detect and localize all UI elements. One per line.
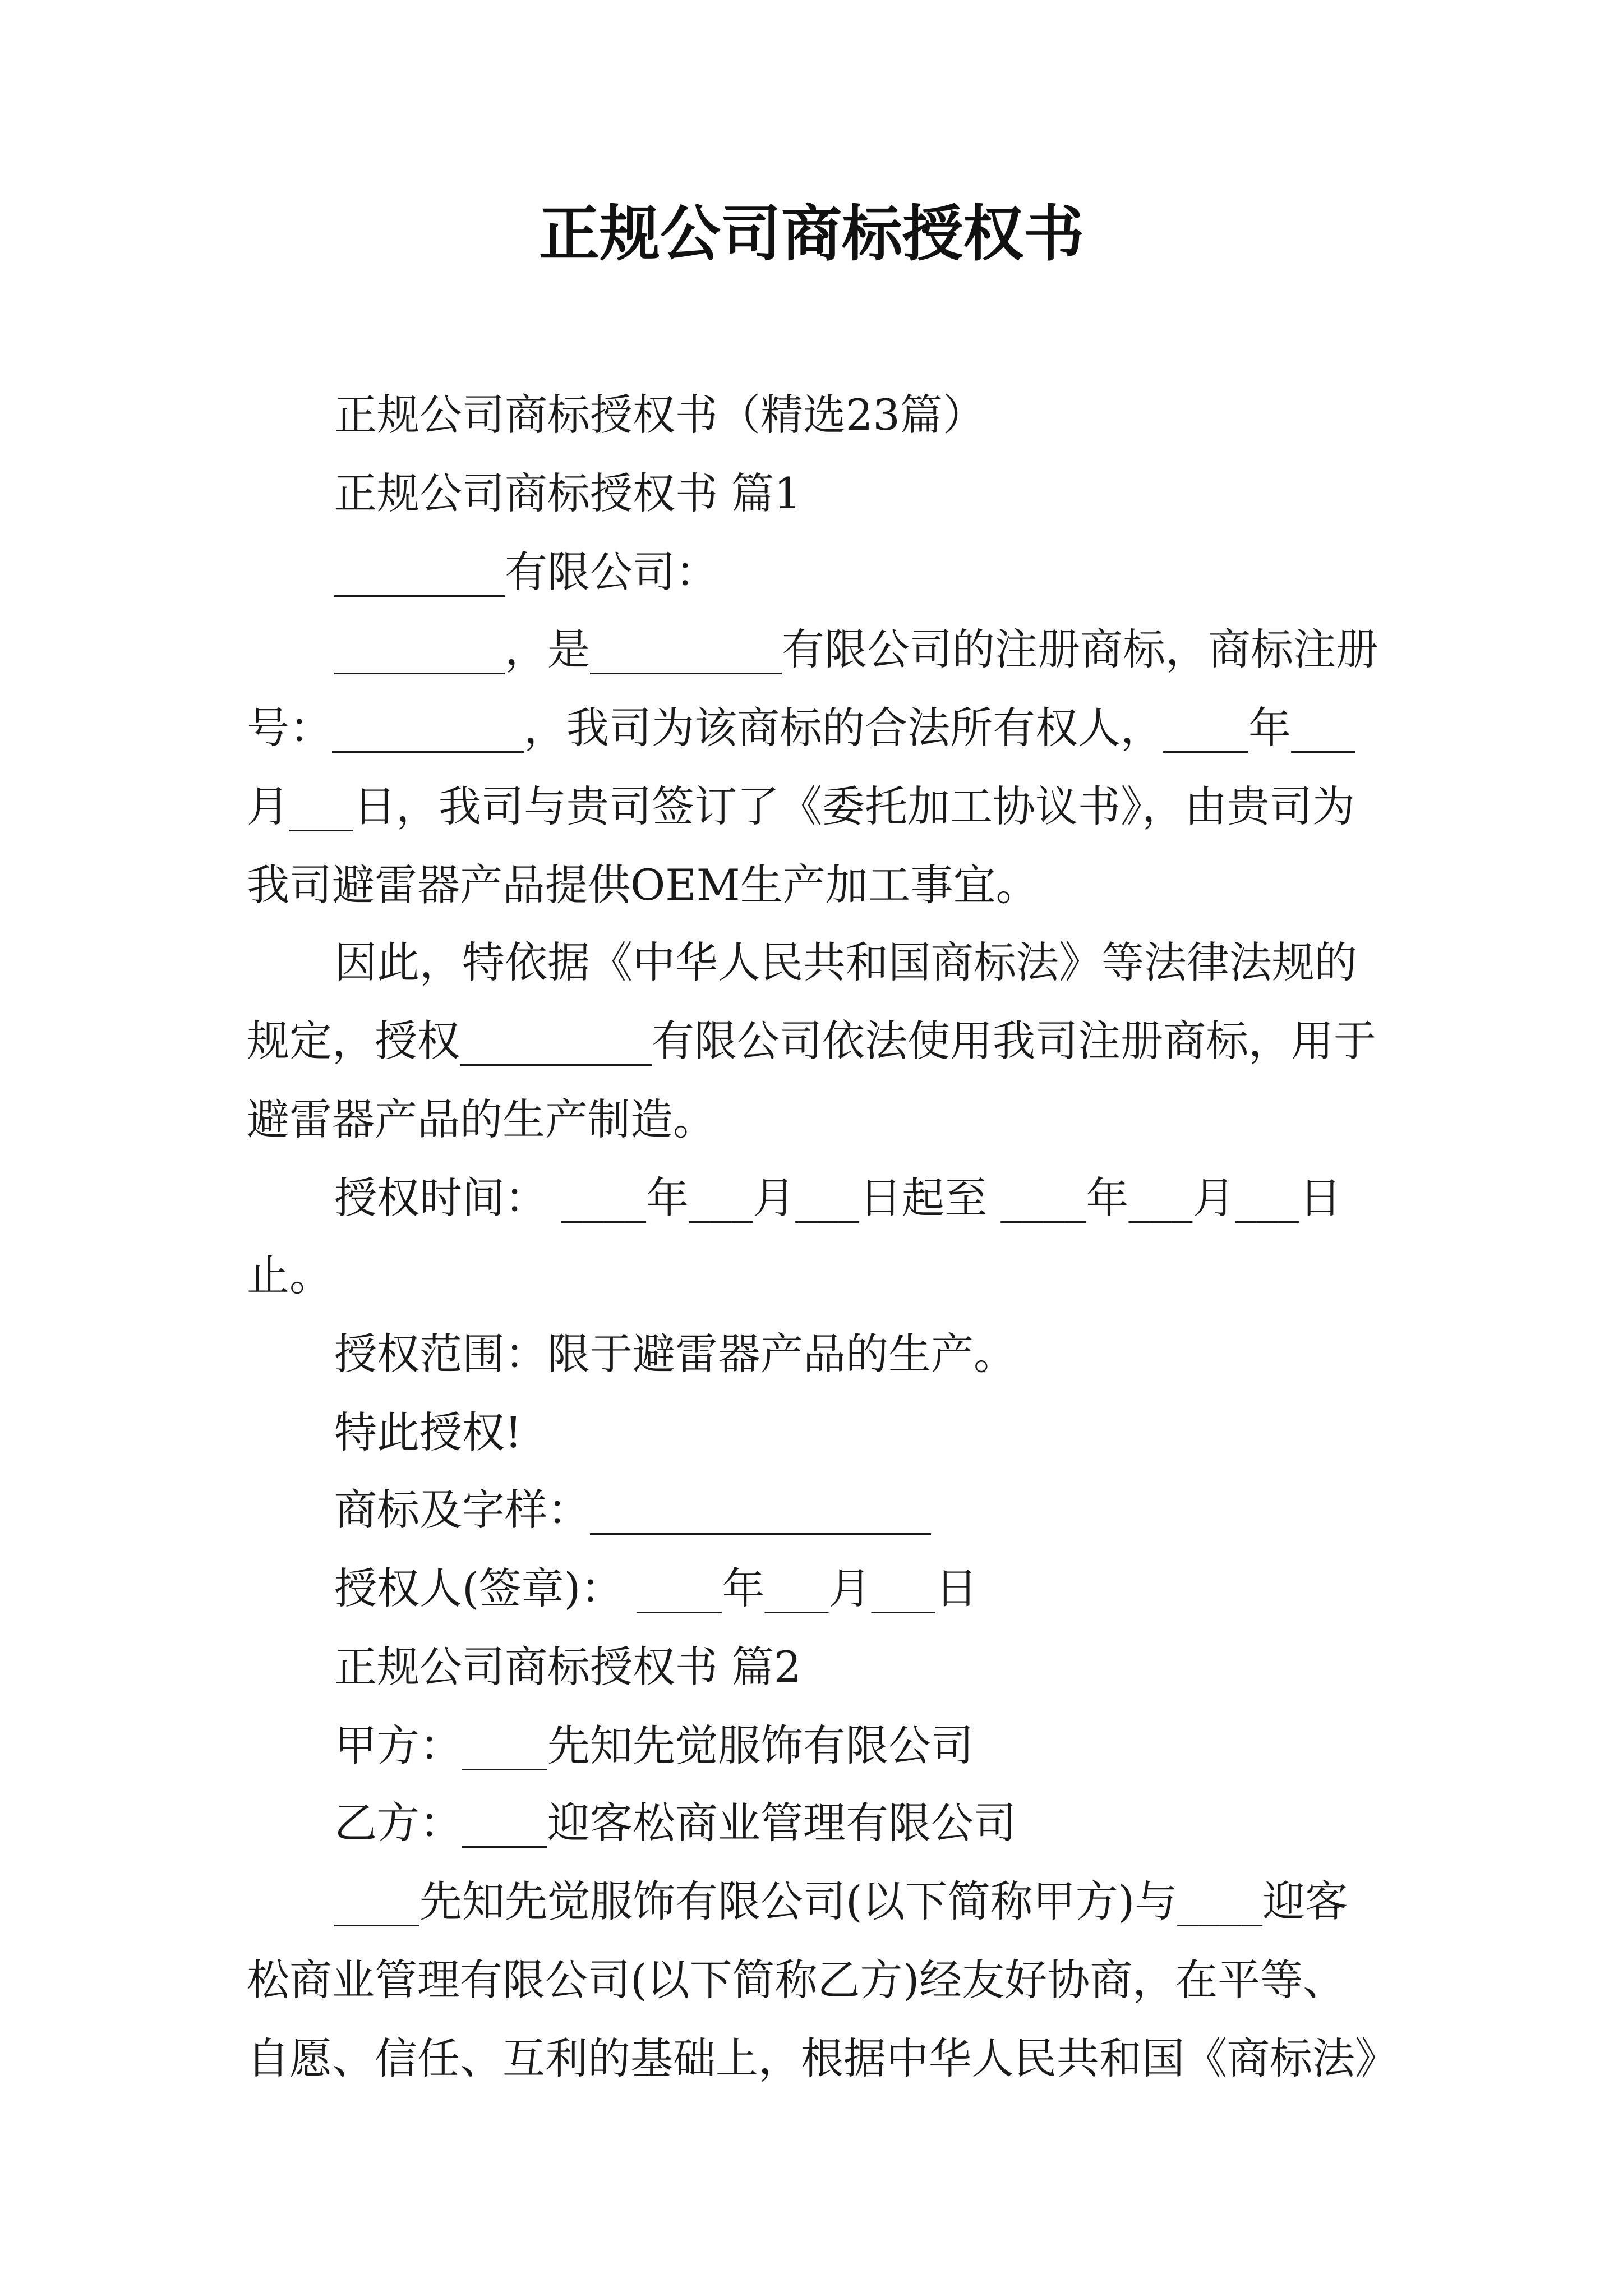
paragraph-line: 规定，授权_________有限公司依法使用我司注册商标，用于: [247, 1016, 1376, 1066]
authorization-period-line: 授权时间： ____年___月___日起至 ____年___月___日: [334, 1173, 1342, 1223]
party-a-line: 甲方：____先知先觉服饰有限公司: [334, 1720, 974, 1770]
party-b-line: 乙方：____迎客松商业管理有限公司: [334, 1798, 1016, 1848]
paragraph-line: ____先知先觉服饰有限公司(以下简称甲方)与____迎客: [334, 1876, 1348, 1926]
addressee-line: ________有限公司：: [334, 547, 718, 597]
paragraph-line: ________，是_________有限公司的注册商标，商标注册: [334, 624, 1378, 674]
section-heading-2: 正规公司商标授权书 篇2: [334, 1642, 801, 1692]
closing-line: 特此授权!: [334, 1407, 522, 1457]
trademark-line: 商标及字样：________________: [334, 1485, 931, 1535]
paragraph-line: 止。: [247, 1250, 332, 1300]
document-title: 正规公司商标授权书: [538, 199, 1084, 269]
paragraph-line: 月___日，我司与贵司签订了《委托加工协议书》，由贵司为: [247, 781, 1355, 831]
paragraph-line: 自愿、信任、互利的基础上，根据中华人民共和国《商标法》: [247, 2033, 1398, 2083]
subtitle-line: 正规公司商标授权书（精选23篇）: [334, 390, 985, 440]
paragraph-line: 避雷器产品的生产制造。: [247, 1094, 716, 1144]
signature-line: 授权人(签章)： ____年___月___日: [334, 1563, 978, 1613]
paragraph-line: 松商业管理有限公司(以下简称乙方)经友好协商，在平等、: [247, 1955, 1346, 2005]
paragraph-line: 号：_________，我司为该商标的合法所有权人，____年___: [247, 703, 1355, 753]
authorization-scope-line: 授权范围：限于避雷器产品的生产。: [334, 1329, 1016, 1379]
paragraph-line: 因此，特依据《中华人民共和国商标法》等法律法规的: [334, 937, 1357, 987]
paragraph-line: 我司避雷器产品提供OEM生产加工事宜。: [247, 860, 1039, 910]
section-heading-1: 正规公司商标授权书 篇1: [334, 468, 801, 518]
